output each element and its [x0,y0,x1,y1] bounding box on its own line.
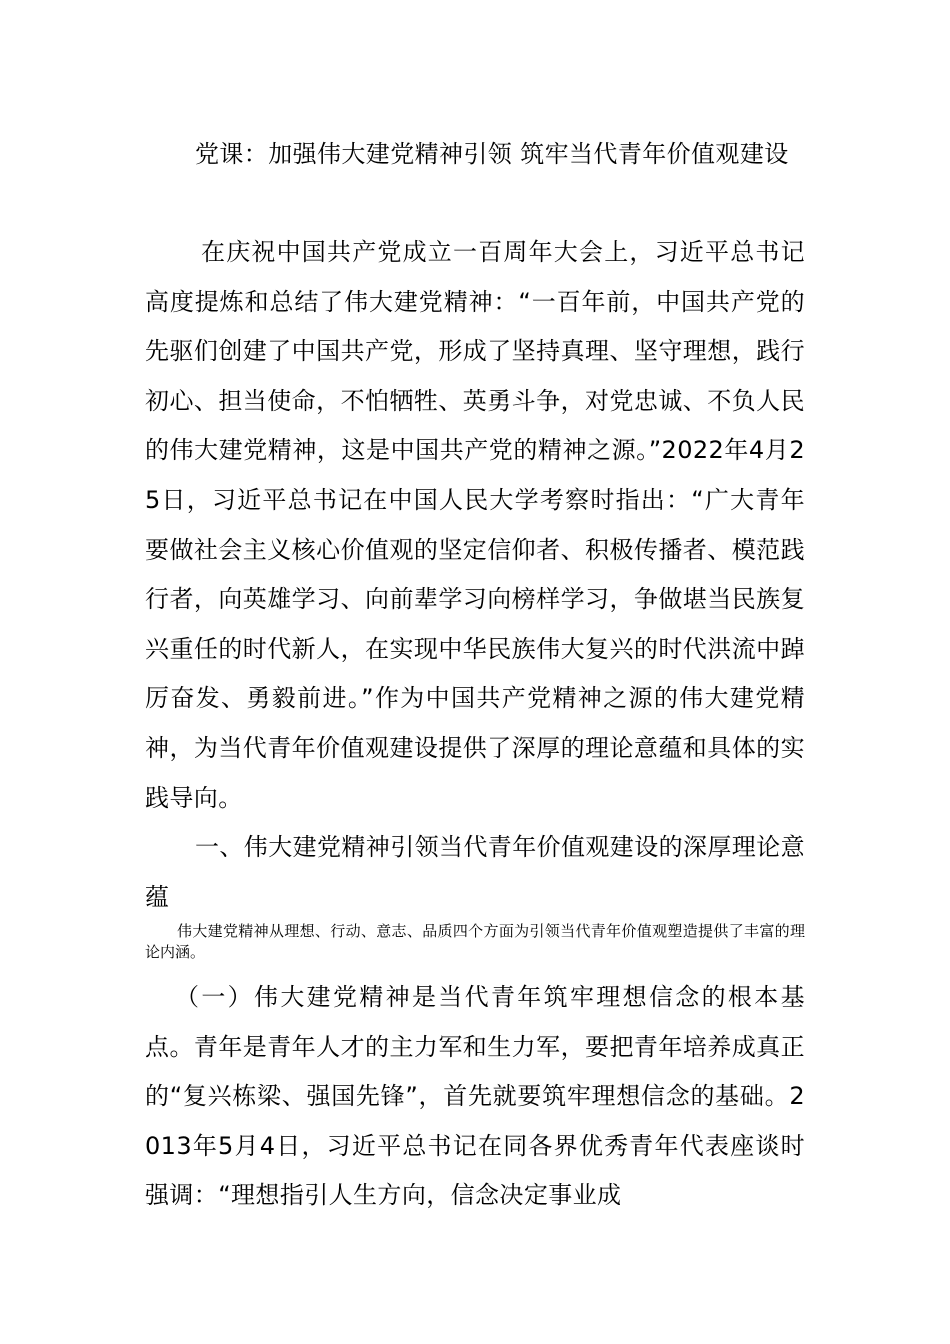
body-paragraph-2: （一）伟大建党精神是当代青年筑牢理想信念的根本基点。青年是青年人才的主力军和生力军，要把青年培养成真正的“复兴栋梁、强国先锋”，首先就要筑牢理想信念的基础。2013年5月4日，习近平总书记在同各界优秀青年代表座谈时强调：“理想指引人生方向，信念决定事业成 [145,983,805,1210]
document-title: 党课：加强伟大建党精神引领 筑牢当代青年价值观建设 [195,140,789,168]
body-paragraph-1: 在庆祝中国共产党成立一百周年大会上，习近平总书记高度提炼和总结了伟大建党精神：“一百年前，中国共产党的先驱们创建了中国共产党，形成了坚持真理、坚守理想，践行初心、担当使命，不怕牺牲、英勇斗争，对党忠诚、不负人民的伟大建党精神，这是中国共产党的精神之源。”2022年4月25日，习近平总书记在中国人民大学考察时指出：“广大青年要做社会主义核心价值观的坚定信仰者、积极传播者、模范践行者，向英雄学习、向前辈学习向榜样学习，争做堪当民族复兴重任的时代新人，在实现中华民族伟大复兴的时代洪流中踔厉奋发、勇毅前进。”作为中国共产党精神之源的伟大建党精神，为当代青年价值观建设提供了深厚的理论意蕴和具体的实践导向。 [145,238,805,812]
section-summary-paragraph: 伟大建党精神从理想、行动、意志、品质四个方面为引领当代青年价值观塑造提供了丰富的理论内涵。 [145,922,805,961]
section-heading-1: 一、伟大建党精神引领当代青年价值观建设的深厚理论意蕴 [145,833,805,911]
